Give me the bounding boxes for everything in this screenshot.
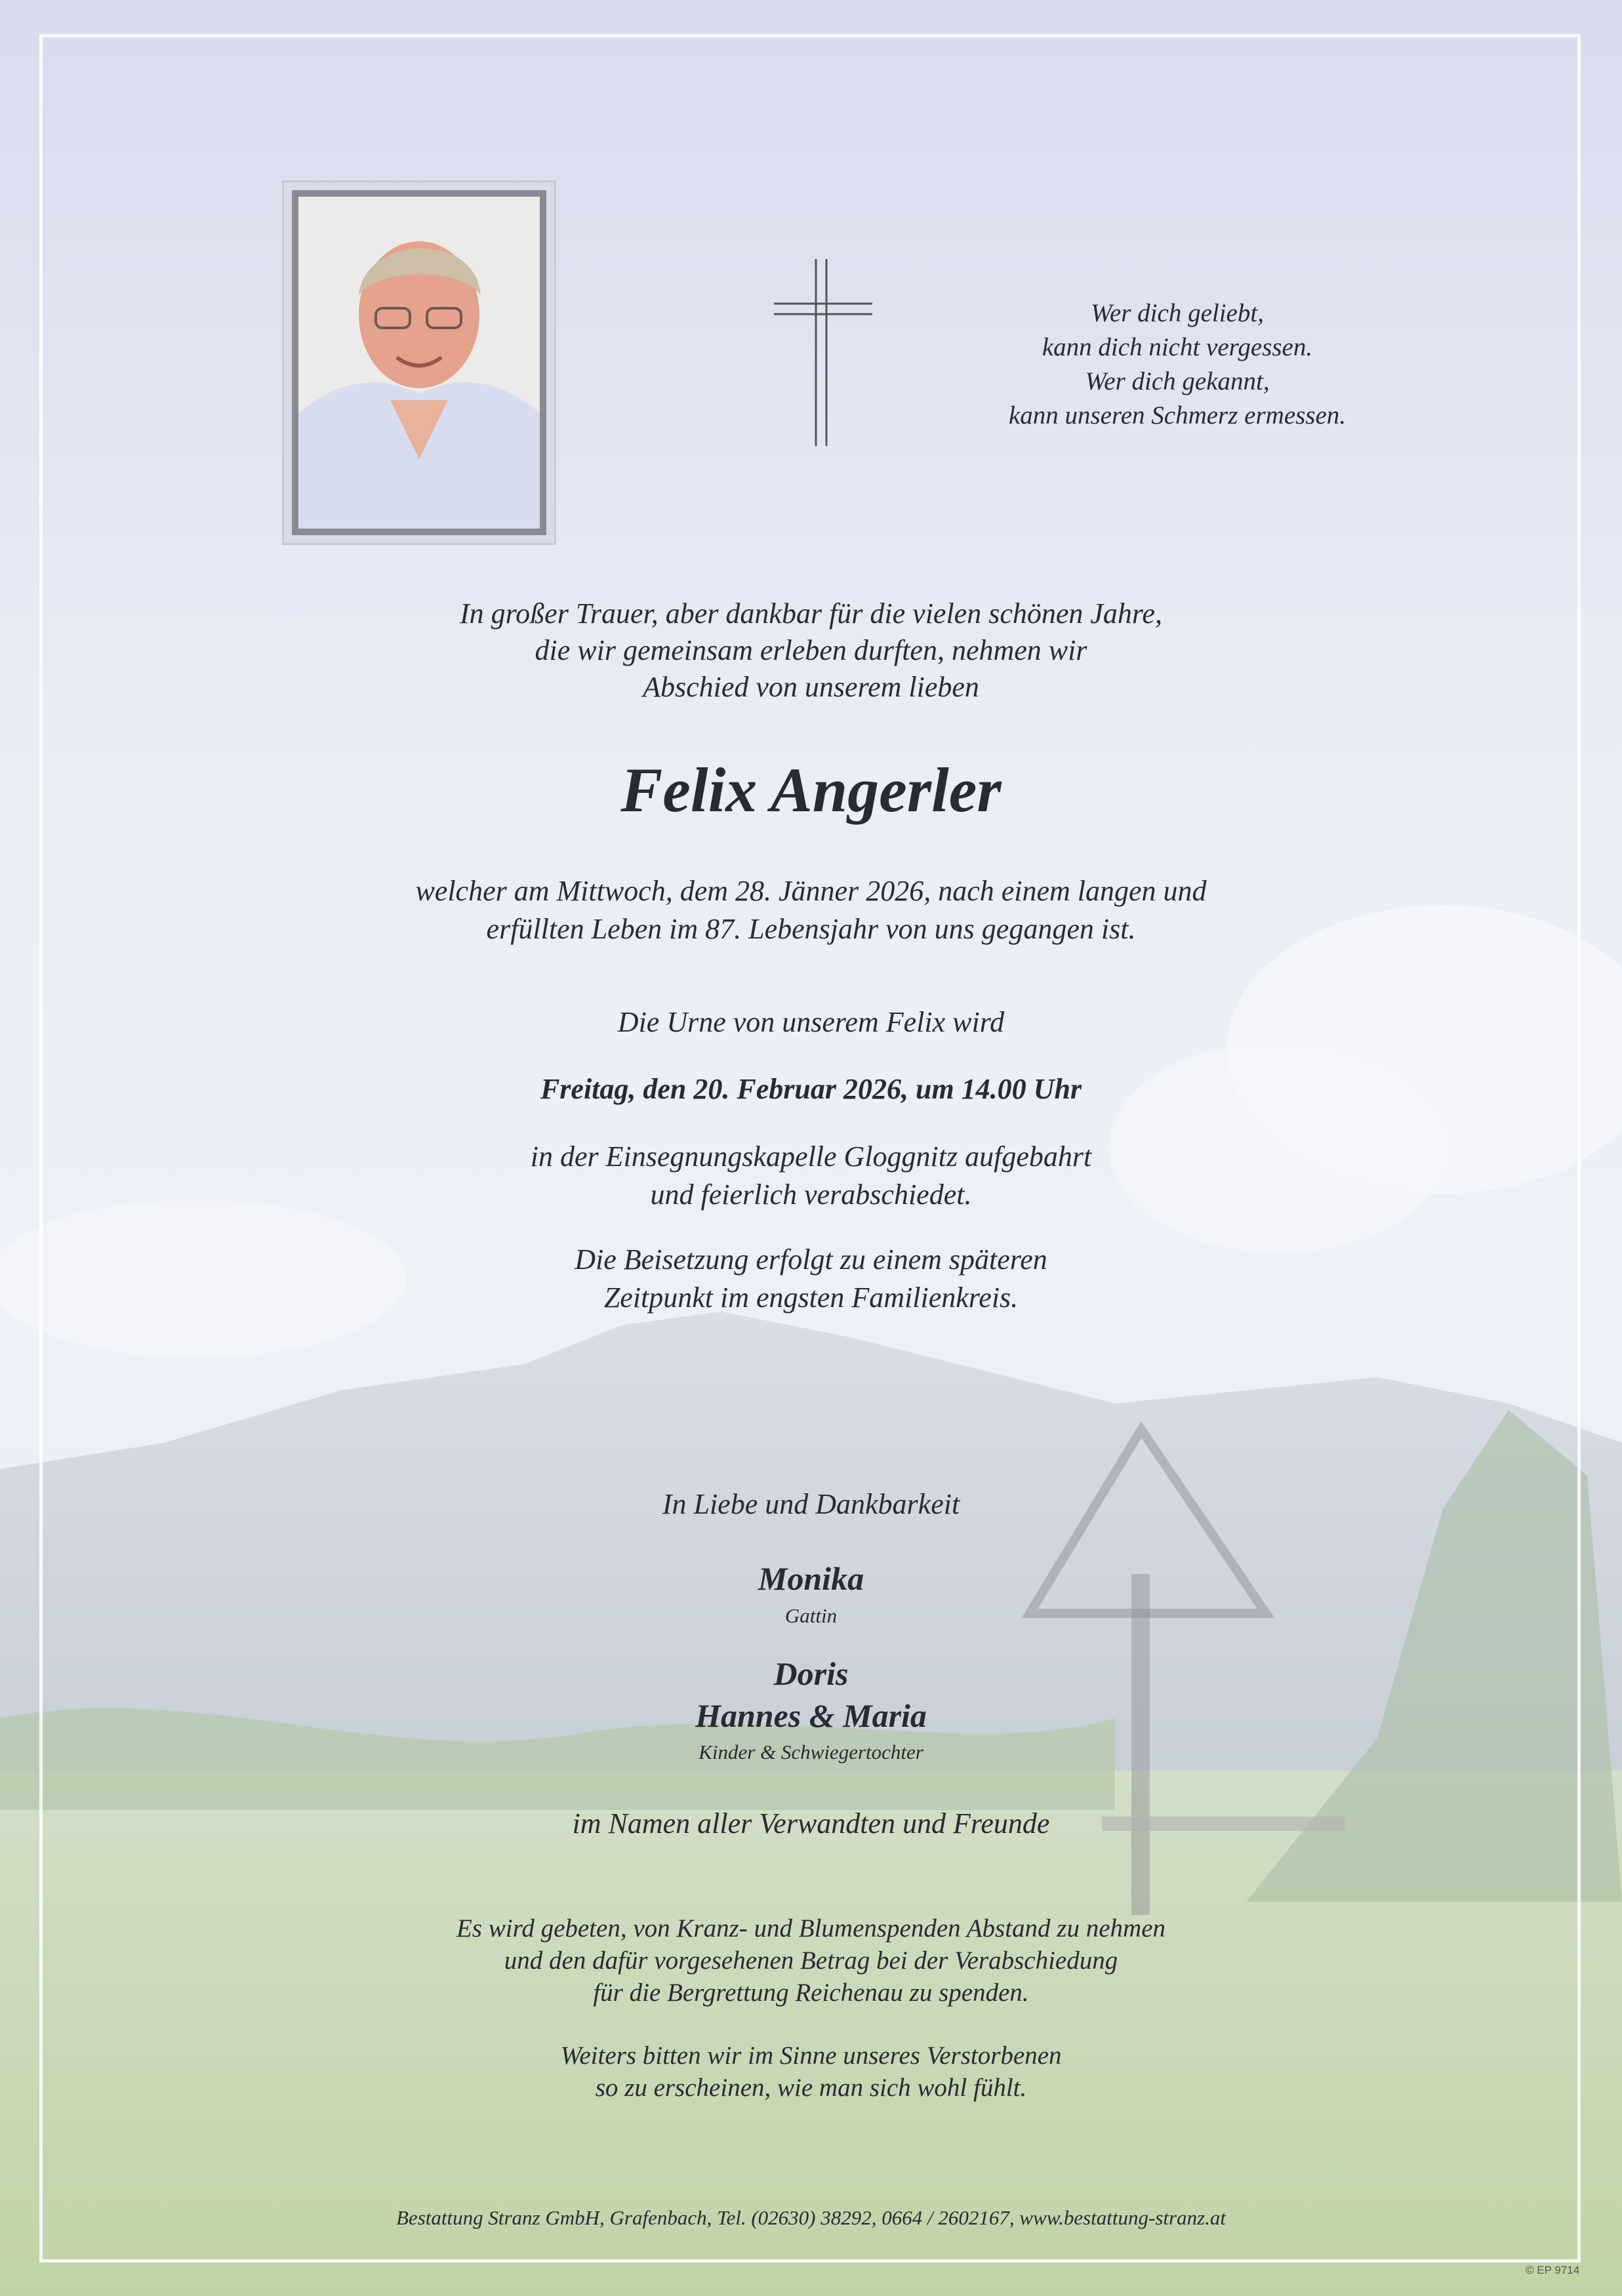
death-line: erfüllten Leben im 87. Lebensjahr von uns gegangen ist. xyxy=(486,913,1136,945)
intro-line: Abschied von unserem lieben xyxy=(643,671,979,703)
love-line: In Liebe und Dankbarkeit xyxy=(662,1488,960,1520)
portrait-photo xyxy=(292,190,546,535)
ceremony-date: Freitag, den 20. Februar 2026, um 14.00 Uhr xyxy=(540,1073,1082,1105)
urne-line: Die Urne von unserem Felix wird xyxy=(617,1006,1005,1038)
place-line: und feierlich verabschiedet. xyxy=(650,1178,972,1211)
motto-line: Wer dich gekannt, xyxy=(1085,367,1270,395)
child-couple-name: Hannes & Maria xyxy=(695,1697,927,1734)
intro-text xyxy=(0,595,1622,706)
motto-line: kann dich nicht vergessen. xyxy=(1042,333,1313,361)
donation-request xyxy=(0,1912,1622,2009)
death-notice xyxy=(0,872,1622,948)
request-line: für die Bergrettung Reichenau zu spenden. xyxy=(593,1979,1029,2007)
children-role: Kinder & Schwiegertochter xyxy=(699,1741,923,1763)
spouse-role: Gattin xyxy=(784,1604,838,1627)
place-line: in der Einsegnungskapelle Gloggnitz aufgebahrt xyxy=(530,1140,1092,1173)
dress-code-request xyxy=(0,2040,1622,2104)
cross-icon xyxy=(774,259,872,446)
intro-line: In großer Trauer, aber dankbar für die vielen schönen Jahre, xyxy=(460,597,1162,630)
request-line: Weiters bitten wir im Sinne unseres Verstorbenen xyxy=(560,2042,1062,2070)
request-line: Es wird gebeten, von Kranz- und Blumenspenden Abstand zu nehmen xyxy=(456,1914,1166,1943)
intro-line: die wir gemeinsam erleben durften, nehmen wir xyxy=(535,634,1087,666)
death-line: welcher am Mittwoch, dem 28. Jänner 2026, nach einem langen und xyxy=(415,875,1207,907)
burial-line: Zeitpunkt im engsten Familienkreis. xyxy=(603,1281,1019,1314)
document-code: © EP 9714 xyxy=(1526,2264,1580,2276)
child-name: Doris xyxy=(773,1655,849,1692)
request-line: und den dafür vorgesehenen Betrag bei der Verabschiedung xyxy=(504,1946,1118,1975)
ceremony-place xyxy=(0,1138,1622,1214)
funeral-home-footer: Bestattung Stranz GmbH, Grafenbach, Tel. (02630) 38292, 0664 / 2602167, www.bestattung-stranz.at xyxy=(396,2206,1226,2229)
motto-line: kann unseren Schmerz ermessen. xyxy=(1008,401,1347,430)
motto-line: Wer dich geliebt, xyxy=(1091,299,1264,327)
motto xyxy=(944,296,1410,433)
relatives-line: im Namen aller Verwandten und Freunde xyxy=(572,1807,1050,1840)
spouse-name: Monika xyxy=(758,1560,864,1597)
burial-line: Die Beisetzung erfolgt zu einem späteren xyxy=(575,1243,1047,1276)
deceased-name: Felix Angerler xyxy=(620,755,1002,825)
portrait-photo-frame xyxy=(282,180,556,545)
portrait-image xyxy=(298,197,540,529)
burial-info xyxy=(0,1241,1622,1317)
request-line: so zu erscheinen, wie man sich wohl fühlt. xyxy=(595,2074,1027,2102)
